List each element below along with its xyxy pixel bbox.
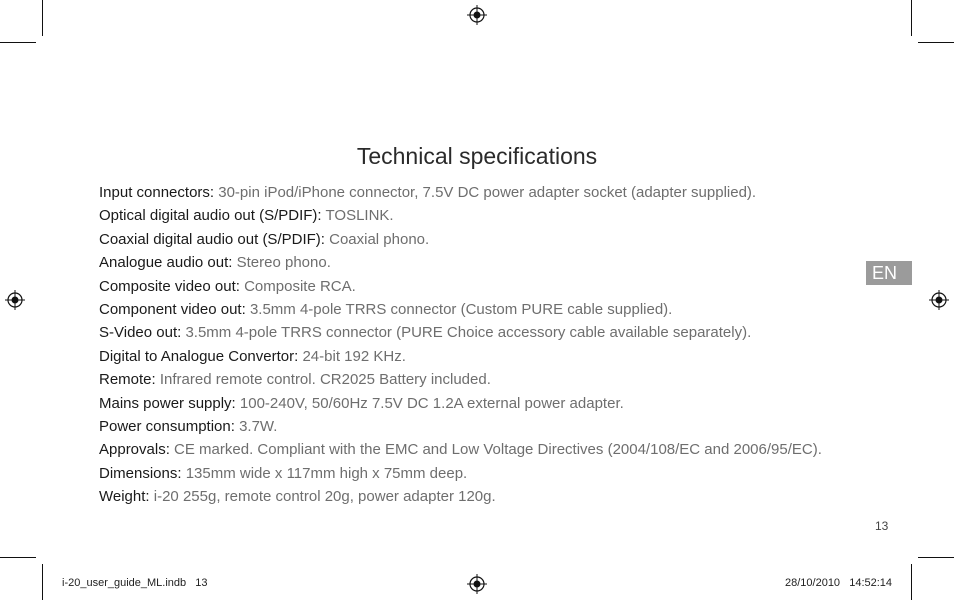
spec-label: Dimensions:	[99, 464, 182, 482]
spec-label: Digital to Analogue Convertor:	[99, 347, 299, 365]
spec-optical-out	[99, 204, 899, 227]
registration-mark-right-icon	[929, 290, 949, 310]
spec-value: 3.5mm 4-pole TRRS connector (Custom PURE cable supplied).	[249, 301, 673, 319]
spec-value: Composite RCA.	[244, 277, 356, 295]
crop-mark-bottom-right-h	[918, 557, 954, 558]
spec-value: CE marked. Compliant with the EMC and Low Voltage Directives (2004/108/EC and 2006/95/EC).	[174, 441, 822, 459]
page-title: Technical specifications	[356, 143, 598, 170]
spec-value: Coaxial phono.	[329, 230, 430, 248]
spec-value: Infrared remote control. CR2025 Battery included.	[159, 371, 491, 389]
spec-input-connectors	[99, 181, 899, 204]
registration-mark-bottom-icon	[467, 574, 487, 594]
spec-value: 30-pin iPod/iPhone connector, 7.5V DC power adapter socket (adapter supplied).	[218, 184, 757, 201]
spec-label: Weight:	[99, 488, 150, 506]
spec-value: i-20 255g, remote control 20g, power adapter 120g.	[153, 488, 496, 506]
spec-value: 135mm wide x 117mm high x 75mm deep.	[185, 464, 468, 482]
spec-label: Input connectors:	[99, 184, 215, 201]
spec-list	[99, 181, 899, 509]
spec-dimensions	[99, 462, 899, 485]
spec-value: 100-240V, 50/60Hz 7.5V DC 1.2A external power adapter.	[239, 394, 624, 412]
spec-label: Analogue audio out:	[99, 254, 233, 272]
page-number: 13	[875, 519, 889, 533]
spec-value: 24-bit 192 KHz.	[302, 347, 406, 365]
spec-label: Power consumption:	[99, 418, 235, 436]
crop-mark-top-right-h	[918, 42, 954, 43]
registration-mark-left-icon	[5, 290, 25, 310]
crop-mark-top-right-v	[911, 0, 912, 36]
spec-label: Coaxial digital audio out (S/PDIF):	[99, 230, 325, 248]
crop-mark-bottom-right-v	[911, 564, 912, 600]
crop-mark-top-left-h	[0, 42, 36, 43]
spec-analogue-out	[99, 251, 899, 274]
spec-label: Optical digital audio out (S/PDIF):	[99, 207, 322, 225]
footer-timestamp: 28/10/2010 14:52:14	[785, 577, 893, 589]
spec-value: 3.7W.	[239, 418, 278, 436]
crop-mark-top-left-v	[42, 0, 43, 36]
spec-component-out	[99, 298, 899, 321]
spec-value: Stereo phono.	[236, 254, 331, 272]
spec-svideo-out	[99, 321, 899, 344]
language-tab: EN	[866, 261, 912, 285]
spec-label: Mains power supply:	[99, 394, 236, 412]
crop-mark-bottom-left-h	[0, 557, 36, 558]
spec-approvals	[99, 438, 899, 461]
footer-file-info: i-20_user_guide_ML.indb 13	[62, 577, 208, 589]
spec-label: Approvals:	[99, 441, 170, 459]
registration-mark-top-icon	[467, 5, 487, 25]
spec-weight	[99, 485, 899, 508]
spec-value: TOSLINK.	[325, 207, 394, 225]
spec-label: Component video out:	[99, 301, 246, 319]
spec-value: 3.5mm 4-pole TRRS connector (PURE Choice accessory cable available separately).	[185, 324, 752, 342]
spec-power-consumption	[99, 415, 899, 438]
spec-label: Remote:	[99, 371, 156, 389]
crop-mark-bottom-left-v	[42, 564, 43, 600]
spec-label: S-Video out:	[99, 324, 182, 342]
spec-dac	[99, 345, 899, 368]
spec-composite-out	[99, 275, 899, 298]
spec-mains-power	[99, 392, 899, 415]
spec-coaxial-out	[99, 228, 899, 251]
spec-label: Composite video out:	[99, 277, 240, 295]
spec-remote	[99, 368, 899, 391]
